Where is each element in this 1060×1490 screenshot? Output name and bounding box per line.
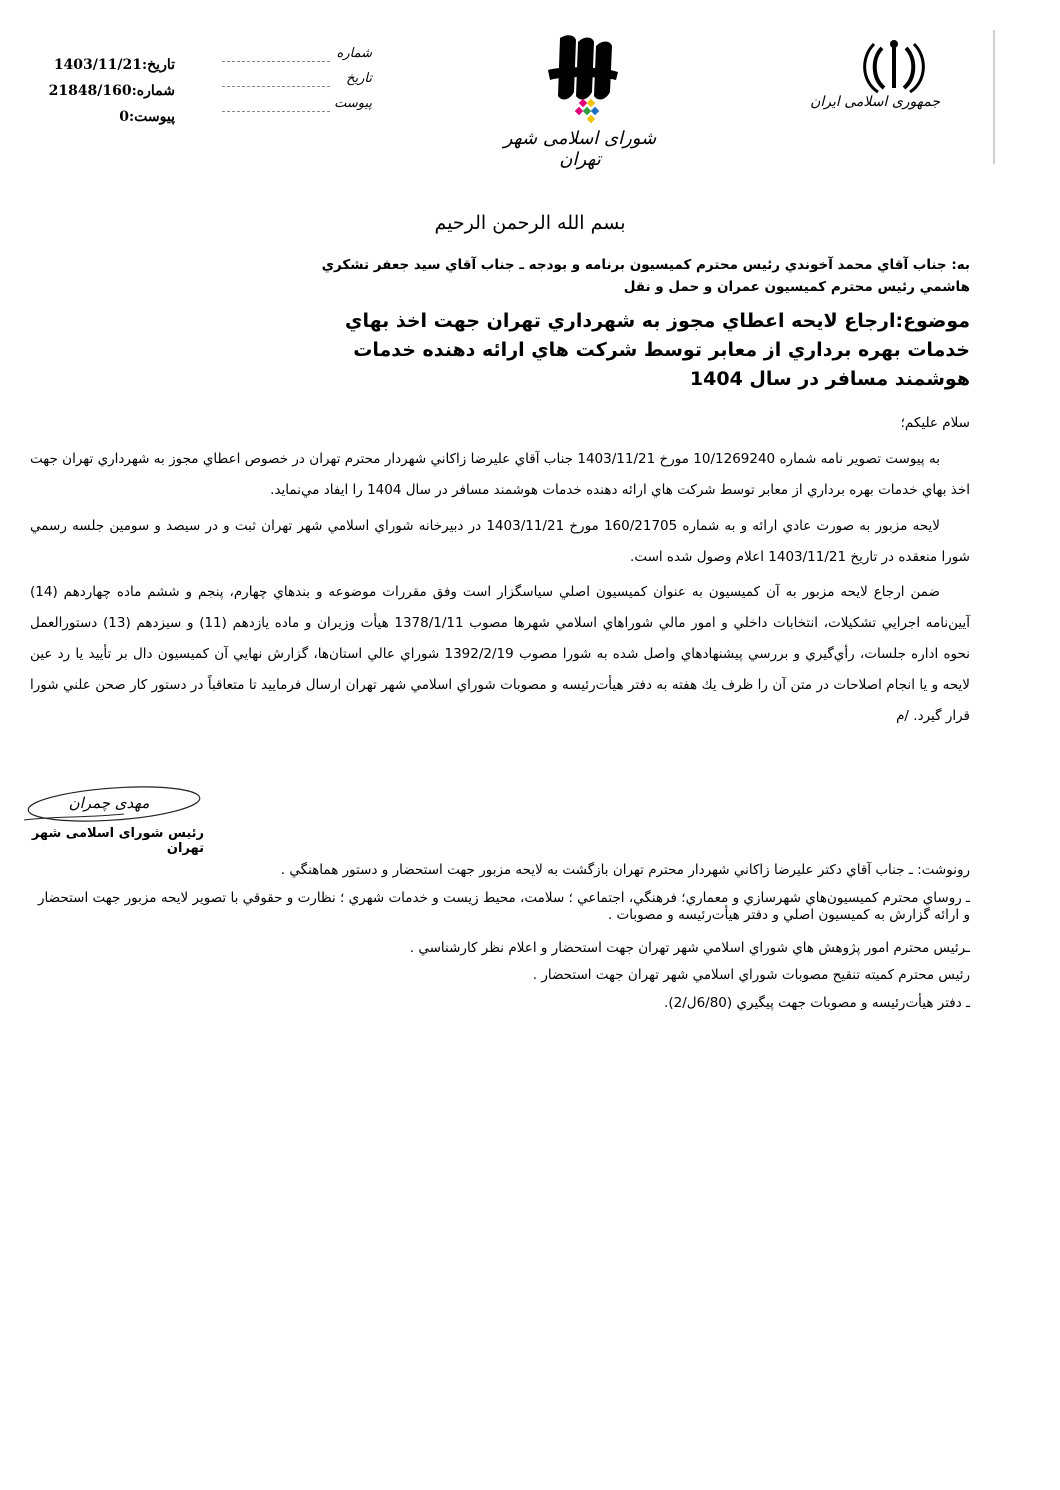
form-attachment-line xyxy=(222,94,372,119)
form-date-dots xyxy=(222,86,330,87)
meta-number: شماره:21848/160 xyxy=(48,83,175,99)
signature-title: رئیس شورای اسلامی شهر تهران xyxy=(31,826,204,856)
form-attachment-label: پیوست xyxy=(334,96,372,111)
meta-date: تاريخ:1403/11/21 xyxy=(53,57,175,73)
form-date-line xyxy=(222,69,372,94)
national-emblem xyxy=(810,38,940,128)
emblem-icon xyxy=(848,38,940,98)
letter-recipient: به: جناب آقاي محمد آخوندي رئيس محترم كميسيون برنامه و بودجه ـ جناب آقاي سيد جعفر تشكري هاشمي رئيس محترم كميسيون عمران و حمل و نقل xyxy=(321,257,970,295)
form-fields xyxy=(222,44,372,119)
form-number-label: شماره xyxy=(336,46,372,61)
cc-line: رئيس محترم كميته تنقيح مصوبات شوراي اسلامي شهر تهران جهت استحضار . xyxy=(532,967,970,983)
letter-paragraph-3: ضمن ارجاع لايحه مزبور به آن كميسيون به عنوان كميسيون اصلي سياسگزار است وفق مقررات موضوعه و بندهاي چهارم، پنجم و ششم ماده چهاردهم (14) آيين‌نامه اجرايي تشكيلات، انتخابات داخلي و امور مالي شوراهاي اسلامي شهرها مصوب 1378/1/11 هيأت وزيران و ماده يازدهم (11) و سيزدهم (13) دستورالعمل نحوه اداره جلسات، رأي‌گيري و بررسي پيشنهادهاي واصل شده به شورا مصوب 1392/2/19 شوراي عالي استان‌ها، گزارش نهايي آن كميسيون دال بر تأييد يا رد عين لايحه و يا انجام اصلاحات در متن آن را ظرف يك هفته به دفتر هيأت‌رئيسه و مصوبات شوراي اسلامي شهر تهران ارسال فرماييد تا متعاقباً در دستور كار صحن علني شورا قرار گيرد. /م xyxy=(30,584,970,724)
letter-greeting: سلام عليكم؛ xyxy=(900,415,970,431)
letter-paragraph-2: لايحه مزبور به صورت عادي ارائه و به شماره 160/21705 مورخ 1403/11/21 در دبيرخانه شوراي اسلامي شهر تهران ثبت و در سيصد و سومين جلسه رسمي شورا منعقده در تاريخ 1403/11/21 اعلام وصول شده است. xyxy=(30,518,970,565)
cc-line: ـرئيس محترم امور پژوهش هاي شوراي اسلامي شهر تهران جهت استحضار و اعلام نظر كارشناسي . xyxy=(409,940,970,956)
cc-line: ـ دفتر هيأت‌رئيسه و مصوبات جهت پيگيري (6/80ل/2). xyxy=(664,995,970,1011)
bismillah: بسم الله الرحمن الرحيم xyxy=(434,212,626,234)
form-number-line xyxy=(222,44,372,69)
signature-handwritten: مهدی چمران xyxy=(68,794,150,812)
letter-paragraph-1: به پيوست تصوير نامه شماره 10/1269240 مورخ 1403/11/21 جناب آقاي عليرضا زاكاني شهردار محترم تهران در خصوص اعطاي مجوز به شهرداري تهران جهت اخذ بهاي خدمات بهره برداري از معابر توسط شركت هاي ارائه دهنده خدمات هوشمند مسافر در سال 1404 را ايفاد مي‌نمايد. xyxy=(30,451,970,498)
cc-line: ـ روساي محترم كميسيون‌هاي شهرسازي و معماري؛ فرهنگي، اجتماعي ؛ سلامت، محيط زيست و خدمات شهري ؛ نظارت و حقوقي با تصوير لايحه مزبور جهت استحضار و ارائه گزارش به كميسيون اصلي و دفتر هيأت‌رئيسه و مصوبات . xyxy=(38,890,970,923)
header-divider xyxy=(993,30,995,164)
council-caption: شورای اسلامی شهر تهران xyxy=(503,128,657,170)
form-attachment-dots xyxy=(222,111,330,112)
letter-meta xyxy=(40,52,175,130)
form-number-dots xyxy=(222,61,330,62)
council-logo xyxy=(500,30,670,170)
letter-subject: موضوع:ارجاع لايحه اعطاي مجوز به شهرداري تهران جهت اخذ بهاي خدمات بهره برداري از معابر توسط شركت هاي ارائه دهنده خدمات هوشمند مسافر در سال 1404 xyxy=(345,310,970,390)
council-logo-icon xyxy=(500,30,670,130)
form-date-label: تاریخ xyxy=(346,71,372,86)
emblem-caption: جمهوری اسلامی ایران xyxy=(810,94,940,110)
meta-attachment: پيوست:0 xyxy=(119,109,175,125)
cc-line: رونوشت: ـ جناب آقاي دكتر عليرضا زاكاني شهردار محترم تهران بازگشت به لايحه مزبور جهت استحضار و دستور هماهنگي . xyxy=(280,862,970,878)
